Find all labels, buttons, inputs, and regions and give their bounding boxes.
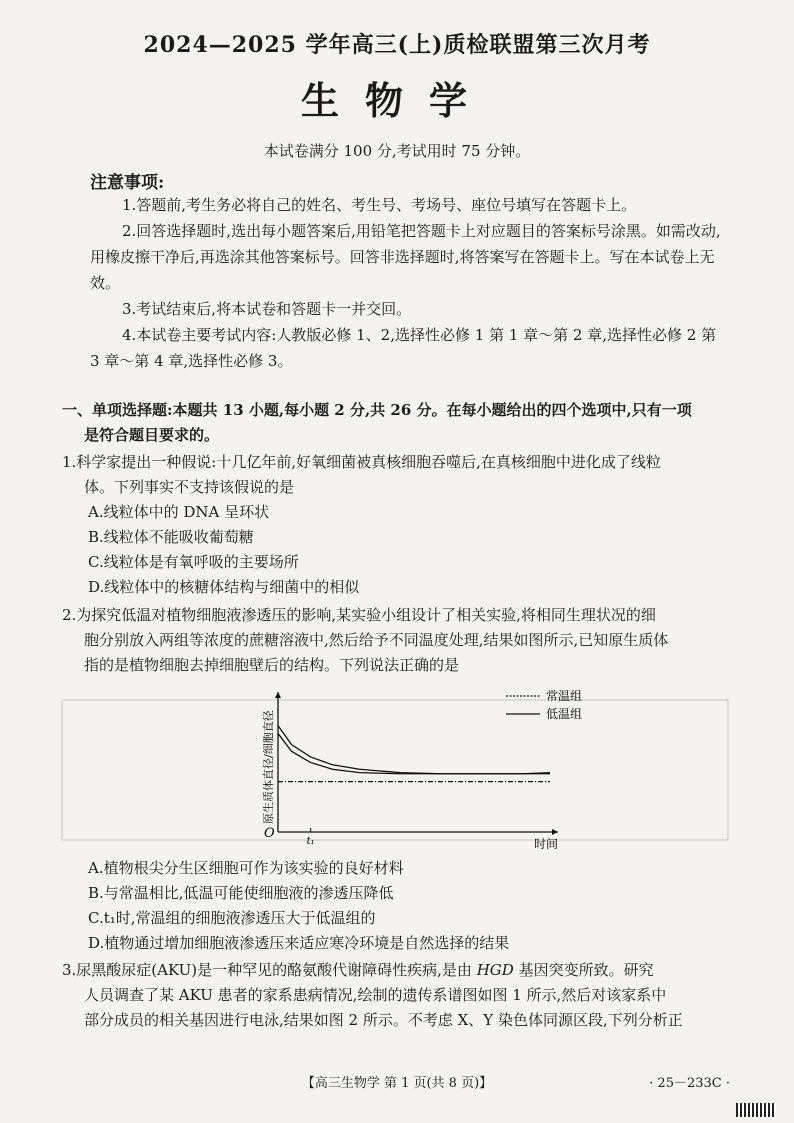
osmotic-chart bbox=[60, 686, 732, 856]
option-b: B.与常温相比,低温可能使细胞液的渗透压降低 bbox=[88, 884, 394, 902]
question-stem-part: 基因突变所致。研究 bbox=[513, 961, 654, 979]
question-stem-part: 3.尿黑酸尿症(AKU)是一种罕见的酪氨酸代谢障碍性疾病,是由 bbox=[62, 961, 477, 979]
option-a: A.线粒体中的 DNA 呈环状 bbox=[88, 503, 270, 521]
question-stem: 指的是植物细胞去掉细胞壁后的结构。下列说法正确的是 bbox=[84, 656, 460, 674]
chart-legend bbox=[506, 688, 582, 721]
question-2 bbox=[62, 603, 742, 678]
legend-label-low: 低温组 bbox=[546, 707, 583, 721]
y-axis-arrow bbox=[275, 692, 281, 698]
question-stem: 部分成员的相关基因进行电泳,结果如图 2 所示。不考虑 X、Y 染色体同源区段,下列分析正 bbox=[84, 1011, 683, 1029]
option-b: B.线粒体不能吸收葡萄糖 bbox=[88, 528, 254, 546]
notice-list bbox=[90, 192, 730, 374]
barcode-icon bbox=[736, 1103, 776, 1117]
section-heading bbox=[62, 398, 742, 448]
section-heading-line: 一、单项选择题:本题共 13 小题,每小题 2 分,共 26 分。在每小题给出的四个选项中,只有一项 bbox=[62, 401, 692, 419]
notice-item: 2.回答选择题时,选出每小题答案后,用铅笔把答题卡上对应题目的答案标号涂黑。如需改动,用橡皮擦干净后,再选涂其他答案标号。回答非选择题时,将答案写在答题卡上。写在本试卷上无效。 bbox=[90, 222, 721, 292]
exam-info: 本试卷满分 100 分,考试用时 75 分钟。 bbox=[263, 142, 531, 160]
chart-frame bbox=[62, 700, 728, 840]
notice-item: 1.答题前,考生务必将自己的姓名、考生号、考场号、座位号填写在答题卡上。 bbox=[122, 196, 637, 214]
chart-lines bbox=[278, 726, 550, 782]
y-axis-label: 原生质体直径/细胞直径 bbox=[262, 710, 275, 824]
option-a: A.植物根尖分生区细胞可作为该实验的良好材料 bbox=[88, 859, 404, 877]
footer-page-info: 【高三生物学 第 1 页(共 8 页)】 bbox=[301, 1076, 493, 1091]
section-heading-line: 是符合题目要求的。 bbox=[84, 426, 220, 444]
question-stem: 人员调查了某 AKU 患者的家系患病情况,绘制的遗传系谱图如图 1 所示,然后对该家系中 bbox=[84, 986, 667, 1004]
question-1 bbox=[62, 450, 742, 600]
x-axis-arrow bbox=[552, 829, 558, 835]
question-stem bbox=[62, 958, 742, 983]
question-stem: 1.科学家提出一种假说:十几亿年前,好氧细菌被真核细胞吞噬后,在真核细胞中进化成了线粒 bbox=[62, 453, 661, 471]
chart-svg bbox=[60, 686, 732, 856]
question-3 bbox=[62, 958, 742, 1033]
x-axis-label: 时间 bbox=[534, 837, 559, 851]
series-line-curve-2 bbox=[278, 733, 550, 773]
origin-label: O bbox=[264, 826, 275, 841]
option-d: D.线粒体中的核糖体结构与细菌中的相似 bbox=[88, 578, 360, 596]
chart-axes bbox=[261, 692, 558, 851]
question-stem: 体。下列事实不支持该假说的是 bbox=[84, 478, 295, 496]
exam-title: 2024—2025 学年高三(上)质检联盟第三次月考 bbox=[143, 32, 651, 58]
notice-item: 3.考试结束后,将本试卷和答题卡一并交回。 bbox=[122, 300, 412, 318]
notice-title: 注意事项: bbox=[90, 173, 165, 193]
gene-name: HGD bbox=[476, 961, 514, 979]
t1-tick-label: t₁ bbox=[306, 836, 315, 847]
option-d: D.植物通过增加细胞液渗透压来适应寒冷环境是自然选择的结果 bbox=[88, 934, 510, 952]
option-c: C.线粒体是有氧呼吸的主要场所 bbox=[88, 553, 299, 571]
option-c: C.t₁时,常温组的细胞液渗透压大于低温组的 bbox=[88, 909, 376, 927]
series-line-低温组 bbox=[278, 726, 550, 774]
question-2-options bbox=[62, 856, 742, 956]
question-stem: 2.为探究低温对植物细胞液渗透压的影响,某实验小组设计了相关实验,将相同生理状况的细 bbox=[62, 606, 656, 624]
subject-title: 生物学 bbox=[300, 78, 493, 123]
legend-label-normal: 常温组 bbox=[546, 689, 583, 703]
footer-code: · 25－233C · bbox=[649, 1076, 730, 1091]
question-stem: 胞分别放入两组等浓度的蔗糖溶液中,然后给予不同温度处理,结果如图所示,已知原生质体 bbox=[84, 631, 669, 649]
notice-item: 4.本试卷主要考试内容:人教版必修 1、2,选择性必修 1 第 1 章～第 2 章,选择性必修 2 第 3 章～第 4 章,选择性必修 3。 bbox=[90, 326, 717, 370]
